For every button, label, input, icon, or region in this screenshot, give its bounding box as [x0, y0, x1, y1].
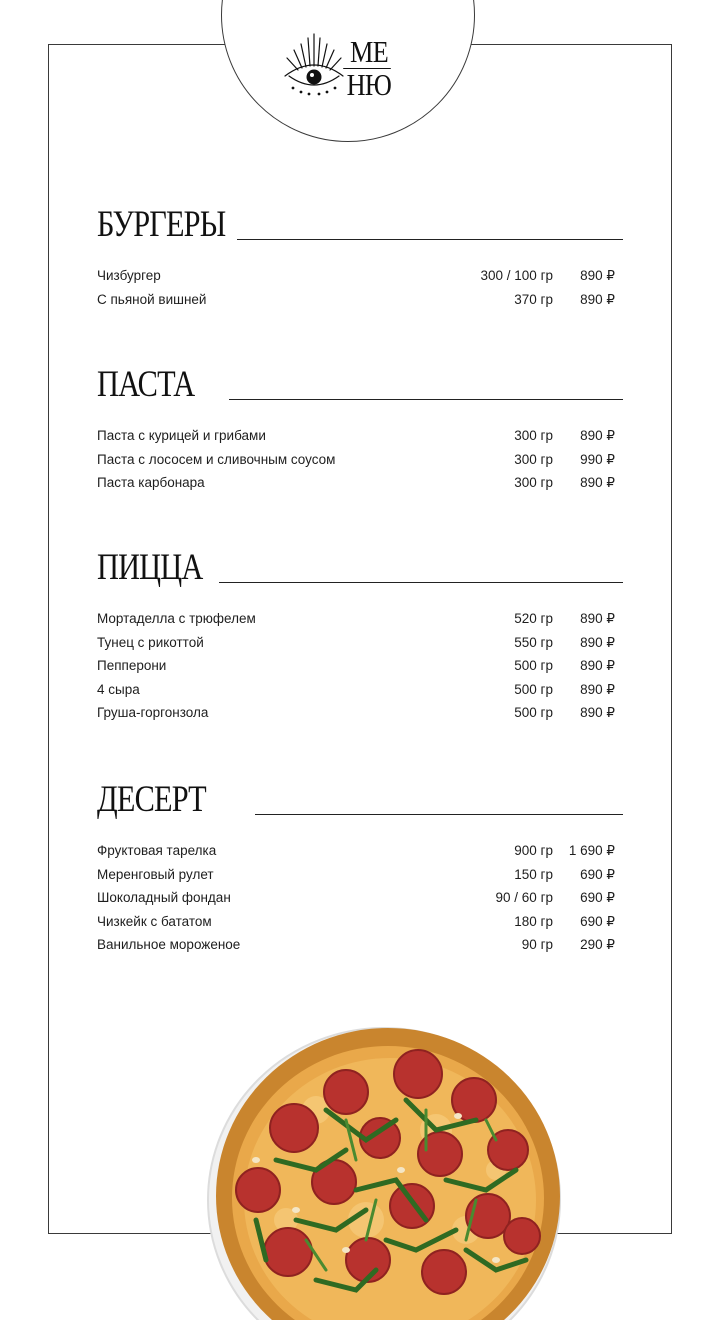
section-title: БУРГЕРЫ	[97, 204, 226, 245]
item-name: С пьяной вишней	[97, 291, 207, 307]
menu-item	[97, 678, 623, 702]
item-weight: 300 / 100 гр	[480, 268, 553, 283]
eye-icon	[279, 30, 349, 100]
section-title: ДЕСЕРТ	[97, 779, 206, 820]
menu-item	[97, 701, 623, 725]
menu-item	[97, 607, 623, 631]
item-price: 690 ₽	[580, 890, 615, 906]
menu-item	[97, 654, 623, 678]
item-name: Пепперони	[97, 658, 167, 674]
item-price: 690 ₽	[580, 866, 615, 882]
item-name: Шоколадный фондан	[97, 890, 231, 906]
item-price: 890 ₽	[580, 634, 615, 650]
pepperoni-pizza-image	[196, 1020, 576, 1320]
item-price: 890 ₽	[580, 475, 615, 491]
item-price: 890 ₽	[580, 268, 615, 283]
item-weight: 300 гр	[514, 475, 553, 491]
item-name: Паста с лососем и сливочным соусом	[97, 451, 336, 467]
item-name: Груша-горгонзола	[97, 705, 209, 721]
item-price: 890 ₽	[580, 681, 615, 697]
item-price: 890 ₽	[580, 658, 615, 674]
item-name: Тунец с рикоттой	[97, 634, 204, 650]
section-divider	[219, 582, 623, 583]
section-divider	[237, 239, 623, 240]
logo-line-1: МЕ	[350, 34, 388, 69]
item-price: 1 690 ₽	[568, 843, 615, 858]
item-weight: 500 гр	[514, 658, 553, 674]
menu-item	[97, 933, 623, 957]
menu-item	[97, 448, 623, 472]
section-dessert	[97, 775, 623, 957]
item-weight: 900 гр	[514, 843, 553, 858]
item-name: Чизбургер	[97, 268, 161, 283]
menu-item	[97, 631, 623, 655]
item-weight: 300 гр	[514, 451, 553, 467]
item-price: 890 ₽	[580, 428, 615, 443]
menu-item	[97, 264, 623, 288]
menu-item	[97, 288, 623, 312]
item-weight: 180 гр	[514, 913, 553, 929]
item-name: Ванильное мороженое	[97, 937, 241, 953]
section-title: ПАСТА	[97, 364, 195, 405]
logo-line-2: НЮ	[343, 68, 391, 101]
item-name: Паста карбонара	[97, 475, 205, 491]
section-divider	[229, 399, 623, 400]
item-name: Мортаделла с трюфелем	[97, 611, 256, 626]
menu-item	[97, 910, 623, 934]
item-name: Чизкейк с бататом	[97, 913, 212, 929]
menu-item	[97, 471, 623, 495]
item-weight: 520 гр	[514, 611, 553, 626]
item-weight: 370 гр	[514, 291, 553, 307]
section-pasta	[97, 360, 623, 495]
item-weight: 90 гр	[521, 937, 553, 953]
item-weight: 550 гр	[514, 634, 553, 650]
menu-item	[97, 839, 623, 863]
item-price: 990 ₽	[580, 451, 615, 467]
section-title: ПИЦЦА	[97, 547, 203, 588]
item-price: 690 ₽	[580, 913, 615, 929]
item-weight: 500 гр	[514, 681, 553, 697]
section-burgers	[97, 200, 623, 311]
item-weight: 90 / 60 гр	[495, 890, 553, 906]
item-name: Паста с курицей и грибами	[97, 428, 266, 443]
item-price: 890 ₽	[580, 705, 615, 721]
section-pizza	[97, 543, 623, 725]
item-weight: 300 гр	[514, 428, 553, 443]
item-name: Меренговый рулет	[97, 866, 214, 882]
item-name: 4 сыра	[97, 681, 140, 697]
item-name: Фруктовая тарелка	[97, 843, 217, 858]
menu-item	[97, 886, 623, 910]
item-weight: 500 гр	[514, 705, 553, 721]
logo-wordmark	[346, 34, 410, 102]
item-price: 890 ₽	[580, 611, 615, 626]
item-price: 890 ₽	[580, 291, 615, 307]
section-divider	[255, 814, 623, 815]
menu-item	[97, 424, 623, 448]
item-weight: 150 гр	[514, 866, 553, 882]
menu-item	[97, 863, 623, 887]
item-price: 290 ₽	[580, 937, 615, 953]
